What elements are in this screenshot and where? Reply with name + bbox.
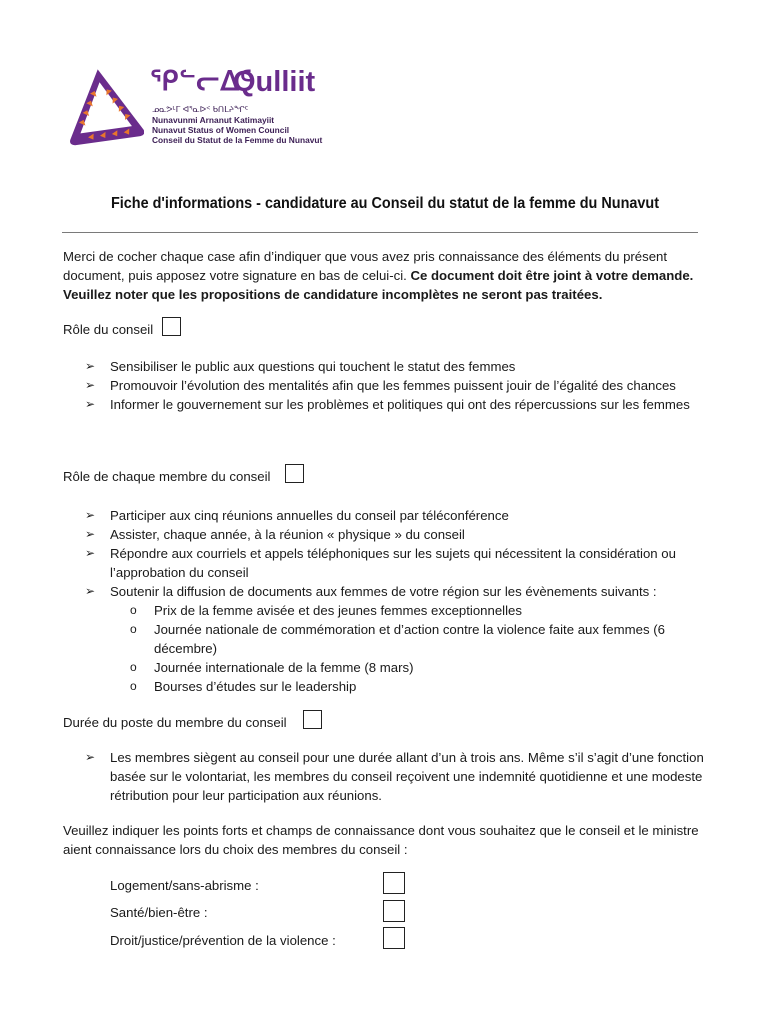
section-member-role-label: Rôle de chaque membre du conseil [63, 469, 271, 484]
housing-checkbox[interactable] [383, 872, 405, 894]
intro-paragraph [63, 247, 703, 304]
title-divider [62, 232, 698, 233]
arrow-bullet-icon: ➢ [85, 359, 96, 373]
role-council-list [85, 357, 710, 414]
member-role-list [85, 506, 710, 696]
section-term-label: Durée du poste du membre du conseil [63, 715, 287, 730]
document-title: Fiche d'informations - candidature au Conseil du statut de la femme du Nunavut [110, 195, 660, 212]
sub-list-item: o Journée internationale de la femme (8 mars) [130, 660, 414, 675]
intro-bold-text: Ce document doit être joint à votre demande. Veuillez noter que les propositions de candidature incomplètes ne seront pas traitées. [63, 268, 694, 302]
strengths-prompt: Veuillez indiquer les points forts et champs de connaissance dont vous souhaitez que le conseil et le ministre aient connaissance lors du choix des membres du conseil : [63, 823, 699, 857]
role-council-checkbox[interactable] [162, 317, 181, 336]
logo-name: Qulliit [233, 66, 316, 98]
arrow-bullet-icon: ➢ [85, 527, 96, 541]
circle-bullet-icon: o [130, 622, 137, 636]
arrow-bullet-icon: ➢ [85, 378, 96, 392]
term-list [85, 748, 710, 805]
list-item: ➢ Assister, chaque année, à la réunion « physique » du conseil [85, 527, 465, 542]
term-checkbox[interactable] [303, 710, 322, 729]
arrow-bullet-icon: ➢ [85, 546, 96, 560]
list-item: ➢ Promouvoir l’évolution des mentalités afin que les femmes puissent jouir de l’égalité des chances [85, 378, 676, 393]
list-item: ➢ Soutenir la diffusion de documents aux femmes de votre région sur les évènements suivants : o Prix de la femme avisée et des jeunes femmes exceptionnelles o Journée nationale de commémoration et d’action contre la violence faite aux femmes (6 décembre) o Journée internationale de la femme (8 mars) o Bourses d’études sur le leadership [85, 582, 710, 696]
health-checkbox[interactable] [383, 900, 405, 922]
list-item: ➢ Participer aux cinq réunions annuelles du conseil par téléconférence [85, 508, 509, 523]
logo-line-english: Nunavut Status of Women Council [152, 125, 290, 135]
circle-bullet-icon: o [130, 603, 137, 617]
logo-line-syllabics: ᓄᓇᕗᒻᒥ ᐊᕐᓇᐅᑉ ᑲᑎᒪᔨᖏᑦ [152, 104, 249, 114]
field-label-health: Santé/bien-être : [110, 905, 208, 920]
list-item: ➢ Informer le gouvernement sur les problèmes et politiques qui ont des répercussions sur les femmes [85, 397, 690, 412]
arrow-bullet-icon: ➢ [85, 508, 96, 522]
sub-list-item: o Bourses d’études sur le leadership [130, 679, 357, 694]
circle-bullet-icon: o [130, 679, 137, 693]
list-item: ➢ Les membres siègent au conseil pour une durée allant d’un à trois ans. Même s’il s’agit d’une fonction basée sur le volontariat, les membres du conseil reçoivent une indemnité quotidienne et une modeste rétribution pour leur participation aux réunions. [85, 750, 704, 803]
list-item: ➢ Sensibiliser le public aux questions qui touchent le statut des femmes [85, 359, 516, 374]
qulliit-logo-icon [62, 66, 144, 148]
intro-text: Merci de cocher chaque case afin d’indiquer que vous avez pris connaissance des éléments du présent document, puis apposez votre signature en bas de celui-ci. [63, 249, 668, 283]
logo-syllabics: ᕿᓪᓕᐃᑦ [150, 66, 253, 96]
field-label-justice: Droit/justice/prévention de la violence : [110, 933, 336, 948]
justice-checkbox[interactable] [383, 927, 405, 949]
sub-list-item: o Prix de la femme avisée et des jeunes femmes exceptionnelles [130, 603, 522, 618]
list-item: ➢ Répondre aux courriels et appels téléphoniques sur les sujets qui nécessitent la considération ou l’approbation du conseil [85, 546, 676, 580]
sub-list-item: o Journée nationale de commémoration et d’action contre la violence faite aux femmes (6 décembre) [130, 622, 665, 656]
logo-line-french: Conseil du Statut de la Femme du Nunavut [152, 135, 323, 145]
arrow-bullet-icon: ➢ [85, 584, 96, 598]
field-label-housing: Logement/sans-abrisme : [110, 878, 259, 893]
arrow-bullet-icon: ➢ [85, 750, 96, 764]
section-role-council-label: Rôle du conseil [63, 322, 154, 337]
logo-line-inuktitut: Nunavunmi Arnanut Katimayiit [152, 115, 275, 125]
member-role-checkbox[interactable] [285, 464, 304, 483]
arrow-bullet-icon: ➢ [85, 397, 96, 411]
events-sublist [85, 601, 710, 696]
circle-bullet-icon: o [130, 660, 137, 674]
